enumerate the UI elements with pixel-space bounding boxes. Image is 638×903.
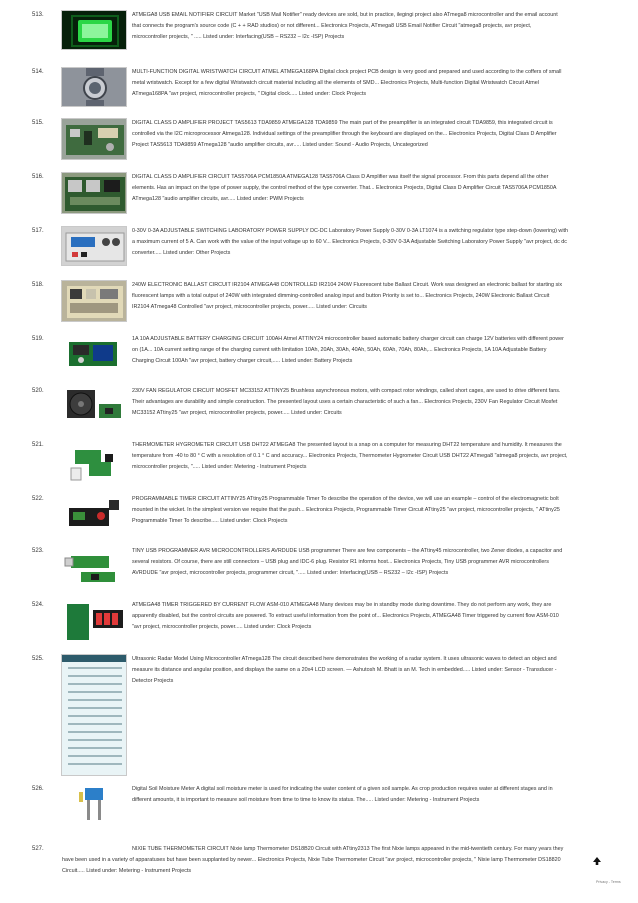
item-description: Digital Soil Moisture Meter A digital soil moisture meter is used for indicating the water content of a given soil sample. As crop production requires water at different stages and in different amounts, it is important to measure soil moisture from time to time to know its status. The..... Listed under: Metering - Instrument Projects: [132, 786, 553, 803]
item-description: Ultrasonic Radar Model Using Microcontroller ATmega128 The circuit described here demonstrates the working of a radar system. It uses ultrasonic waves to detect an object and measure its distance and angular position, and displays the same on a 20x4 LCD screen. — Ashutosh M. Bhatt is an M. Tech in embedded..... Listed under: Sensor - Transducer - Detector Projects: [132, 656, 557, 684]
item-thumbnail[interactable]: [61, 444, 127, 484]
item-thumbnail[interactable]: [61, 280, 127, 322]
item-number: 524.: [32, 602, 44, 608]
item-thumbnail[interactable]: [61, 494, 127, 534]
item-thumbnail[interactable]: [61, 226, 127, 266]
item-description: DIGITAL CLASS D AMPLIFIER CIRCUIT TAS5706A PCM1850A ATMEGA128 TAS5706A Class D Amplifier was itself the signal processor. From this parts depend all the other elements. Has an impact on the type of power supply, the control method of the type converter. That... Electronics Projects, Digital Class D Amplifier Circuit TAS5706A PCM1850A ATmega128 "audio amplifier circuits, avr..... Listed under: PWM Projects: [132, 174, 557, 202]
item-thumbnail[interactable]: [61, 548, 127, 588]
item-thumbnail[interactable]: [61, 334, 127, 374]
item-description: 0-30V 0-3A ADJUSTABLE SWITCHING LABORATORY POWER SUPPLY DC-DC Laboratory Power Supply 0-30V 0-3A LT1074 is a switching regulator type step-down (lowering) with a maximum current of 5 A. Can work with the value of the input voltage up to 60 V... Electronics Projects, 0-30V 0-3A Adjustable Switching Laboratory Power Supply "avr project, dc dc converter..... Listed under: Other Projects: [132, 228, 569, 256]
item-number: 513.: [32, 12, 44, 18]
scroll-to-top-icon[interactable]: [592, 853, 602, 863]
item-description: NIXIE TUBE THERMOMETER CIRCUIT Nixie lamp Thermometer DS18B20 Circuit with ATtiny2313 The first Nixie lamps appeared in the mid-twentieth century. For many years they have been used in a variety of apparatuses but have been supplanted by newer... Electronics Projects, Nixie Tube Thermometer Circuit "avr project, microcontroller projects, " Nixie lamp Thermometer DS18820 Circuit..... Listed under: Metering - Instrument Projects: [62, 846, 564, 874]
item-number: 527.: [32, 846, 44, 852]
item-number: 514.: [32, 69, 44, 75]
item-number: 517.: [32, 228, 44, 234]
item-description: ATMEGA48 TIMER TRIGGERED BY CURRENT FLOW ASM-010 ATMEGA48 Many devices may be in standby mode during downtime. They do not perform any work, they are apparently disabled, but the control circuits are powered. To extract useful information from the point of... Electronics Projects, ATMEGA48 Timer triggered by current flow ASM-010 "avr project, microcontroller projects, power..... Listed under: Clock Projects: [132, 602, 559, 630]
item-thumbnail[interactable]: [61, 654, 127, 776]
item-description: 240W ELECTRONIC BALLAST CIRCUIT IR2104 ATMEGA48 CONTROLLED IR2104 240W Fluorescent tube Ballast Circuit. Work was designed an electronic ballast for starting six fluorescent lamps with a total output of 240W with integrated dimming-controlled analog input and button Priority is set to... Electronics Projects, 240W Electronic Ballast Circuit IR2104 ATmega48 Controlled "avr project, microcontroller projects, power..... Listed under: Circuits: [132, 282, 563, 310]
item-number: 523.: [32, 548, 44, 554]
item-number: 526.: [32, 786, 44, 792]
item-number: 515.: [32, 120, 44, 126]
item-description: ATMEGA8 USB EMAIL NOTIFIER CIRCUIT Market "USB Mail Notifier" ready devices are sold, but in practice, ilegingi project also ATmega8 microcontroller and the email account that connects the program's source code (C + + RAD studios) or not different... Electronics Projects, ATmega8 USB Email Notifier Circuit "atmega8 projects, avr project, microcontroller projects, " ..... Listed under: Interfacing(USB – RS232 – I2c -ISP) Projects: [132, 12, 558, 40]
item-thumbnail[interactable]: [61, 67, 127, 107]
item-number: 516.: [32, 174, 44, 180]
item-description: 1A 10A ADJUSTABLE BATTERY CHARGING CIRCUIT 100AH Atmel ATTINY24 microcontroller based automatic battery charger circuit can charge 12V batteries with different power on (1A... 10A current setting range of the charging current with limitation 10Ah, 20Ah, 30Ah, 40Ah, 50Ah, 60Ah, 70Ah, 80Ah,... Electronics Projects, 1A 10A Adjustable Battery Charging Circuit 100Ah "avr project, battery charger circuit,..... Listed under: Battery Projects: [132, 336, 564, 364]
item-thumbnail[interactable]: [61, 386, 127, 428]
item-description: DIGITAL CLASS D AMPLIFIER PROJECT TAS5613 TDA9859 ATMEGA128 TDA9859 The main part of the preamplifier is an integrated circuit TDA9859, this integrated circuit is controlled via the I2C microprocessor Atmega128. Individual settings of the preamplifier through the keyboard are displayed on the... Electronics Projects, Digital Class D Amplifier Project TAS5613 TDA9859 ATmega128 "audio amplifier circuits, avr..... Listed under: Sound - Audio Projects, Uncategorized: [132, 120, 557, 148]
item-thumbnail[interactable]: [61, 172, 127, 214]
item-description: 230V FAN REGULATOR CIRCUIT MOSFET MC33152 ATTINY25 Brushless asynchronous motors, with compact rotor windings, called short cages, are used to drive different fans. Their advantages are durability and simple construction. The presented layout uses a certain characteristic of such a fan... Electronics Projects, 230V Fan Regulator Circuit Mosfet MC33152 ATtiny25 "avr project, microcontroller projects, power..... Listed under: Circuits: [132, 388, 561, 416]
item-number: 521.: [32, 442, 44, 448]
item-thumbnail[interactable]: [61, 784, 127, 824]
item-description: THERMOMETER HYGROMETER CIRCUIT USB DHT22 ATMEGA8 The presented layout is a snap on a computer for measuring DHT22 temperature and humidity. It measures the temperature from -40 to 80 ° C with a resolution of 0.1 ° C and accuracy... Electronics Projects, Thermometer Hygrometer Circuit USB DHT22 ATmega8 "atmega8 projects, avr project, microcontroller projects, "..... Listed under: Metering - Instrument Projects: [132, 442, 568, 470]
item-thumbnail[interactable]: [61, 118, 127, 160]
item-thumbnail[interactable]: [61, 10, 127, 50]
item-description: TINY USB PROGRAMMER AVR MICROCONTROLLERS AVRDUDE USB programmer There are few components – the ATtiny45 microcontroller, two Zener diodes, a capacitor and several resistors. Of course, there are still connectors – USB plug and IDC-6 plug. Resistor R1 informs host... Electronics Projects, Tiny USB programmer AVR microcontrollers AVRDUDE "avr project, microcontroller projects, programmer circuit, "..... Listed under: Interfacing(USB – RS232 – I2c -ISP) Projects: [132, 548, 563, 576]
item-number: 522.: [32, 496, 44, 502]
item-thumbnail[interactable]: [61, 600, 127, 644]
item-number: 518.: [32, 282, 44, 288]
item-description: PROGRAMMABLE TIMER CIRCUIT ATTINY25 ATtiny25 Programmable Timer To describe the operation of the device, we will use an example – control of the electromagnetic bolt mounted in the wicket. In the simplest version we require that the push... Electronics Projects, Programmable Timer Circuit ATtiny25 "avr project, microcontroller projects, " ATtiny25 Programmable Timer To describe..... Listed under: Clock Projects: [132, 496, 560, 524]
item-number: 525.: [32, 656, 44, 662]
footer-links[interactable]: Privacy - Terms: [596, 880, 621, 884]
item-number: 519.: [32, 336, 44, 342]
item-description: MULTI-FUNCTION DIGITAL WRISTWATCH CIRCUIT ATMEL ATMEGA168PA Digital clock project PCB design is very good and prepared and used according to the coffers of small metal wristwatch. Except for a few digital Wristwatch circuit material including all the elements of SMD... Electronics Projects, Multi-function Digital Wristwatch Circuit Atmel ATmega168PA "avr project, microcontroller projects, " Digital clock..... Listed under: Clock Projects: [132, 69, 562, 97]
item-number: 520.: [32, 388, 44, 394]
